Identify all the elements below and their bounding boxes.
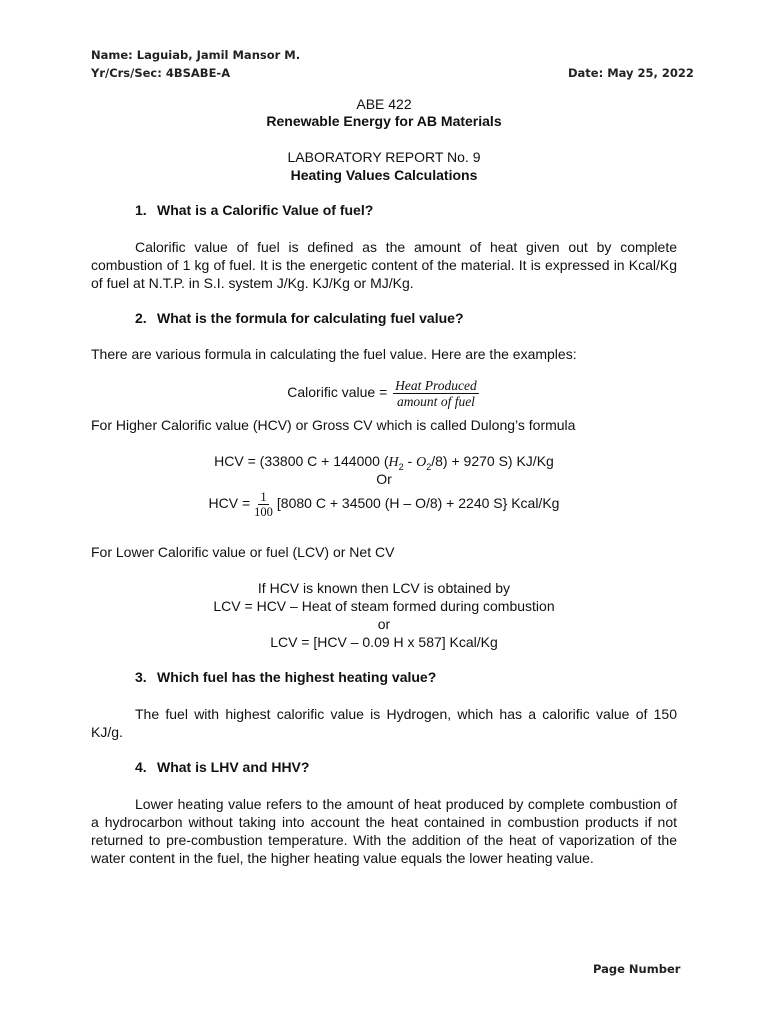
question-4-number: 4. [135,759,147,775]
report-number: LABORATORY REPORT No. 9 [287,149,481,165]
lcv-line-3: LCV = [HCV – 0.09 H x 587] Kcal/Kg [270,634,498,650]
hcv-formula-1-end: /8) + 9270 S) KJ/Kg [431,453,554,469]
hcv-fraction-denominator: 100 [254,505,273,519]
question-2-text: What is the formula for calculating fuel value? [157,310,464,326]
oxygen-subscript: 2 [426,461,432,472]
report-title: Heating Values Calculations [290,167,478,183]
question-1 [135,202,373,218]
hcv-formula-1-start: HCV = (33800 C + 144000 ( [214,453,389,469]
page-number: Page Number [593,962,681,976]
student-name: Name: Laguiab, Jamil Mansor M. [91,48,301,62]
year-course-section: Yr/Crs/Sec: 4BSABE-A [91,66,231,80]
question-1-text: What is a Calorific Value of fuel? [157,202,374,218]
fraction-numerator: Heat Produced [395,378,477,393]
question-3 [135,669,436,685]
oxygen-symbol: O [416,455,427,470]
calorific-value-label: Calorific value = [287,384,388,401]
answer-3: The fuel with highest calorific value is Hydrogen, which has a calorific value of 150 KJ/g. [91,706,677,740]
report-date: Date: May 25, 2022 [568,66,694,80]
question-4 [135,759,309,775]
question-4-text: What is LHV and HHV? [157,759,310,775]
question-2 [135,310,464,326]
question-2-number: 2. [135,310,147,326]
hcv-formula-1-minus: - [403,453,417,469]
hcv-formula-2 [0,490,768,519]
or-separator-2: or [377,616,391,632]
hcv-formula-2-body: [8080 C + 34500 (H – O/8) + 2240 S} Kcal/Kg [276,495,560,512]
hcv-intro: For Higher Calorific value (HCV) or Gross CV which is called Dulong’s formula [91,417,576,433]
hydrogen-subscript: 2 [398,461,404,472]
question-3-number: 3. [135,669,147,685]
course-code: ABE 422 [356,96,412,112]
answer-1: Calorific value of fuel is defined as the amount of heat given out by complete combustion of 1 kg of fuel. It is the energetic content of the material. It is expressed in Kcal/Kg of fuel at N.T.P. in S.I. system J/Kg. KJ/Kg or MJ/Kg. [91,239,677,291]
formula-intro: There are various formula in calculating the fuel value. Here are the examples: [91,346,577,362]
question-1-number: 1. [135,202,147,218]
lcv-line-2: LCV = HCV – Heat of steam formed during combustion [213,598,555,614]
answer-4: Lower heating value refers to the amount of heat produced by complete combustion of a hydrocarbon without taking into account the heat contained in combustion products if not returned to pre-combustion temperature. With the addition of the heat of vaporization of the water content in the fuel, the higher heating value equals the lower heating value. [91,796,677,866]
question-3-text: Which fuel has the highest heating value? [157,669,437,685]
hcv-fraction [252,490,275,519]
calorific-value-formula [0,378,768,409]
lcv-intro: For Lower Calorific value or fuel (LCV) or Net CV [91,544,395,560]
calorific-value-fraction [393,378,479,409]
hcv-formula-2-label: HCV = [208,495,251,512]
fraction-denominator: amount of fuel [396,394,475,409]
hydrogen-symbol: H [388,455,399,470]
hcv-formula-1 [0,453,768,472]
lcv-line-1: If HCV is known then LCV is obtained by [257,580,511,596]
or-separator-1: Or [376,471,392,487]
course-title: Renewable Energy for AB Materials [266,113,502,129]
hcv-fraction-numerator: 1 [260,490,267,504]
